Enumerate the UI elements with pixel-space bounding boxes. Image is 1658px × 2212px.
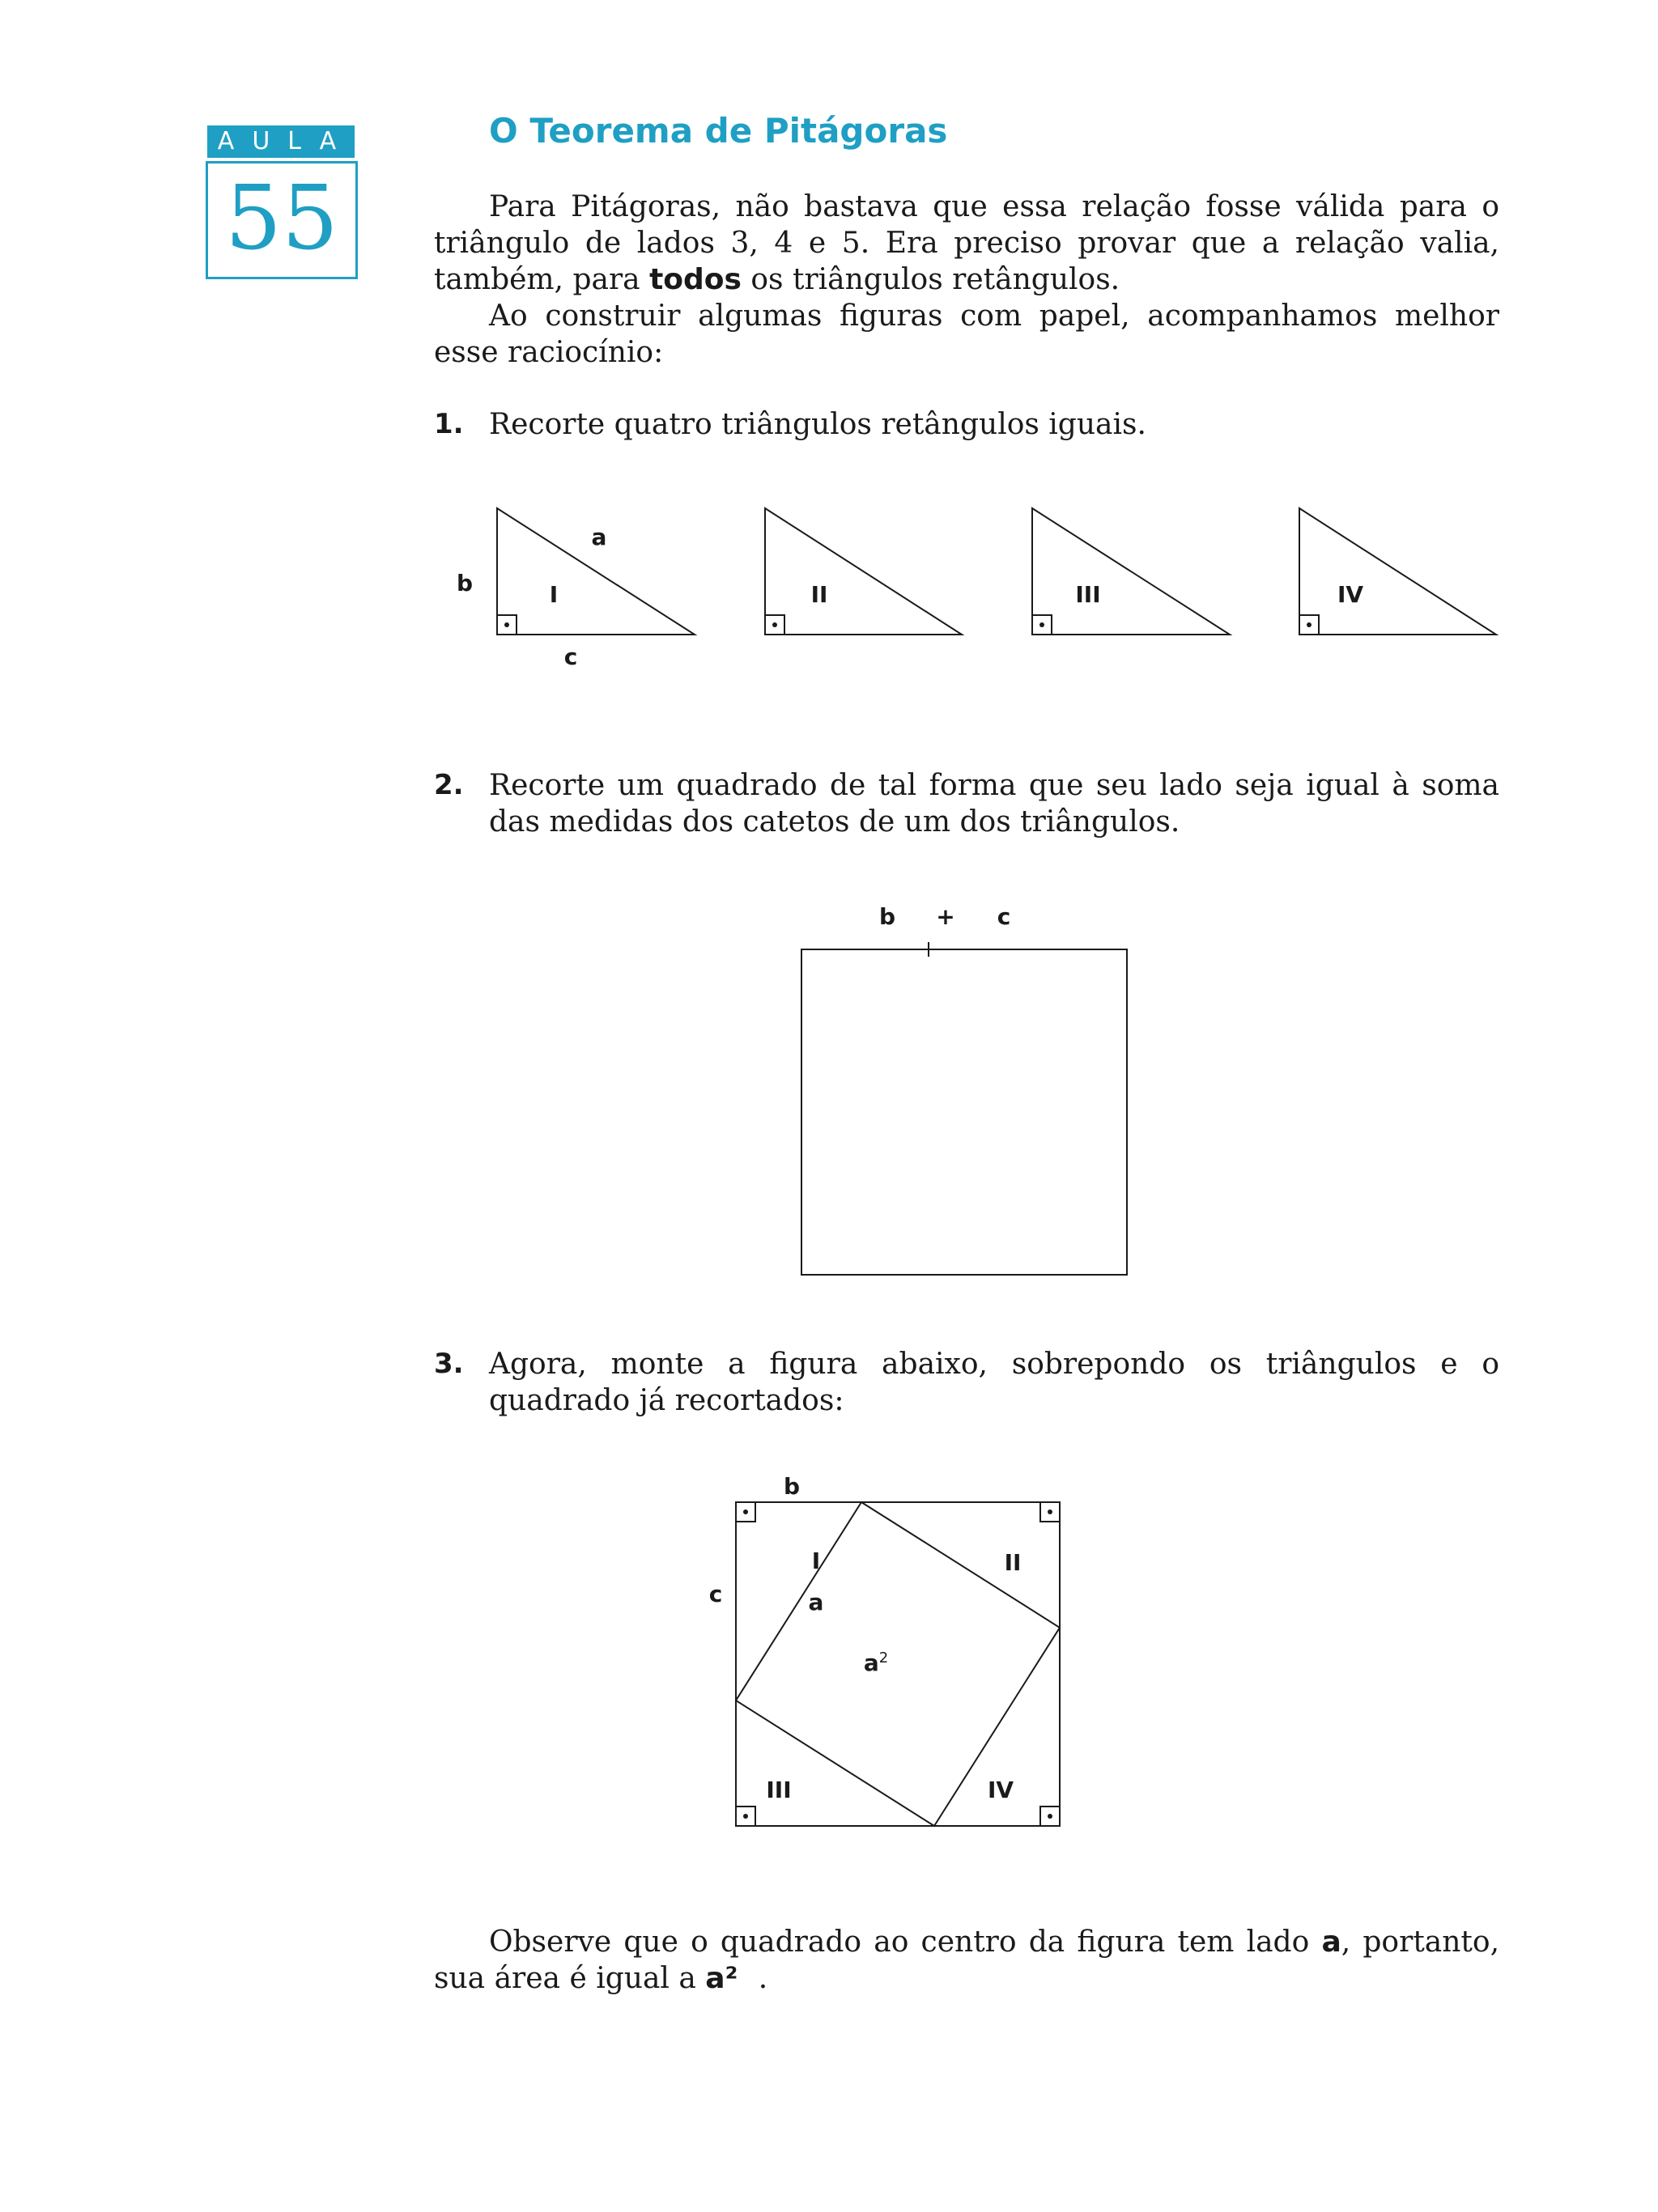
triangle-label-iii: III bbox=[766, 1777, 792, 1803]
step-text: Recorte um quadrado de tal forma que seu lado seja igual à soma das medidas dos catetos de um dos triângulos. bbox=[489, 769, 1499, 839]
step-number: 3. bbox=[434, 1348, 464, 1380]
right-angle-dot bbox=[743, 1509, 748, 1514]
conclusion-bold-a: a bbox=[1321, 1925, 1341, 1959]
conclusion-text: Observe que o quadrado ao centro da figura tem lado bbox=[489, 1925, 1322, 1959]
side-label-c: c bbox=[563, 643, 578, 670]
step-number: 1. bbox=[434, 408, 464, 440]
aula-label: AULA bbox=[207, 125, 355, 158]
side-label-b: b bbox=[456, 570, 474, 597]
triangle-label-iii: III bbox=[1075, 581, 1101, 608]
triangle-label-iv: IV bbox=[987, 1777, 1014, 1803]
triangle-label-i: I bbox=[549, 581, 559, 608]
area-label bbox=[864, 1649, 888, 1676]
step-text: Recorte quatro triângulos retângulos iguais. bbox=[489, 408, 1146, 441]
intro-text: Para Pitágoras, não bastava que essa relação fosse válida para o triângulo de lados 3, 4 e 5. Era preciso provar que a relação valia, também, para bbox=[434, 190, 1499, 296]
aula-number: 55 bbox=[225, 166, 338, 270]
conclusion-bold-a-squared: a² bbox=[705, 1962, 738, 1995]
intro-bold-todos: todos bbox=[649, 263, 742, 296]
label-b: b bbox=[878, 903, 896, 930]
label-b: b bbox=[783, 1473, 801, 1500]
hypotenuse-label-a: a bbox=[808, 1589, 824, 1615]
intro-paragraph-2: Ao construir algumas figuras com papel, acompanhamos melhor esse raciocínio: bbox=[434, 299, 1499, 369]
right-angle-dot bbox=[1048, 1814, 1052, 1819]
label-plus: + bbox=[936, 903, 955, 930]
page-title: O Teorema de Pitágoras bbox=[489, 111, 948, 151]
conclusion-end: . bbox=[749, 1962, 768, 1995]
step-text: Agora, monte a figura abaixo, sobrepondo os triângulos e o quadrado já recortados: bbox=[489, 1348, 1499, 1417]
label-c: c bbox=[708, 1581, 723, 1607]
right-angle-dot bbox=[743, 1814, 748, 1819]
label-c: c bbox=[997, 903, 1011, 930]
intro-text-end: os triângulos retângulos. bbox=[741, 263, 1120, 296]
triangle-label-iv: IV bbox=[1337, 581, 1364, 608]
step-number: 2. bbox=[434, 769, 464, 801]
triangle-label-i: I bbox=[811, 1548, 821, 1574]
area-base: a bbox=[863, 1649, 879, 1676]
right-angle-dot bbox=[1048, 1509, 1052, 1514]
conclusion-text-middle: , portanto, sua área é igual a bbox=[434, 1925, 1500, 1995]
triangle-label-ii: II bbox=[1004, 1549, 1022, 1576]
triangle-label-ii: II bbox=[810, 581, 828, 608]
side-label-a: a bbox=[591, 524, 607, 550]
conclusion-paragraph bbox=[434, 1924, 1499, 1997]
area-exponent: 2 bbox=[878, 1649, 889, 1666]
